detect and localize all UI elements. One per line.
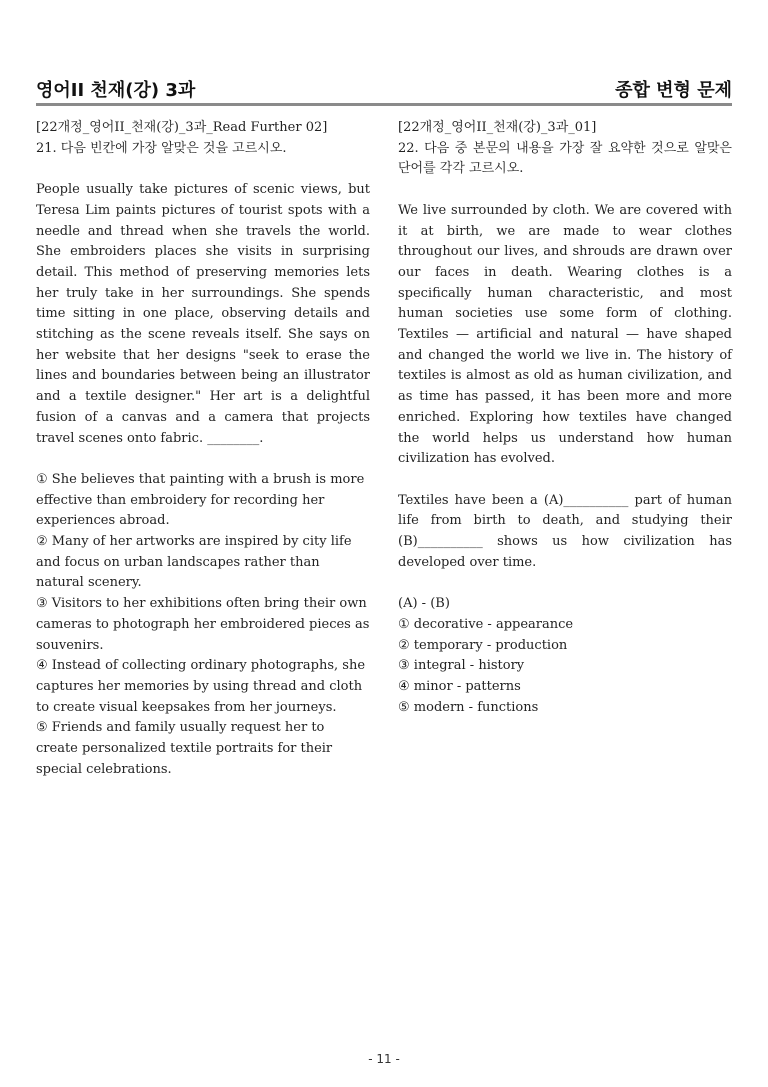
- q21-choice-5[interactable]: ⑤ Friends and family usually request her to create personalized textile portraits for their special celebrations.: [36, 720, 333, 777]
- header-divider: [36, 103, 732, 106]
- q22-summary: Textiles have been a (A)__________ part of human life from birth to death, and studying their (B)__________ shows us how civilization has developed over time.: [398, 492, 732, 570]
- q21-choice-4[interactable]: ④ Instead of collecting ordinary photographs, she captures her memories by using thread and cloth to create visual keepsakes from her journeys.: [36, 658, 366, 715]
- question-22: [398, 118, 732, 718]
- q22-prompt: 22. 다음 중 본문의 내용을 가장 잘 요약한 것으로 알맞은 단어를 각각 고르시오.: [398, 140, 732, 177]
- question-21: [36, 118, 370, 780]
- q21-choice-2[interactable]: ② Many of her artworks are inspired by city life and focus on urban landscapes rather than natural scenery.: [36, 534, 352, 591]
- q22-source: [22개정_영어II_천재(강)_3과_01]: [398, 120, 597, 135]
- q21-choice-1[interactable]: ① She believes that painting with a brush is more effective than embroidery for recording her experiences abroad.: [36, 471, 365, 529]
- page-number: - 11 -: [368, 1052, 400, 1066]
- q21-passage: People usually take pictures of scenic views, but Teresa Lim paints pictures of tourist spots with a needle and thread when she travels the world. She embroiders places she visits in surprising detail. This method of preserving memories lets her truly take in her surroundings. She spends time sitting in one place, observing details and stitching as the scene reveals itself. She says on her website that her designs "seek to erase the lines and boundaries between being an illustrator and a textile designer." Her art is a delightful fusion of a canvas and a camera that projects travel scenes onto fabric. ________.: [36, 182, 370, 446]
- q22-choice-5[interactable]: ⑤ modern - functions: [398, 699, 539, 715]
- q22-ab-header: (A) - (B): [398, 596, 450, 612]
- section-title: 종합 변형 문제: [615, 80, 732, 101]
- q22-choice-2[interactable]: ② temporary - production: [398, 637, 568, 653]
- q21-choice-3[interactable]: ③ Visitors to her exhibitions often bring their own cameras to photograph her embroidered pieces as souvenirs.: [36, 596, 370, 653]
- q21-prompt: 21. 다음 빈칸에 가장 알맞은 것을 고르시오.: [36, 140, 287, 156]
- q22-choice-4[interactable]: ④ minor - patterns: [398, 678, 521, 694]
- page-header: [36, 76, 732, 102]
- q22-choice-1[interactable]: ① decorative - appearance: [398, 616, 574, 632]
- q21-source: [22개정_영어II_천재(강)_3과_Read Further 02]: [36, 120, 328, 135]
- q22-choice-3[interactable]: ③ integral - history: [398, 658, 525, 674]
- lesson-title: 영어II 천재(강) 3과: [36, 80, 196, 101]
- q22-passage: We live surrounded by cloth. We are covered with it at birth, we are made to wear clothes throughout our lives, and shrouds are drawn over our faces in death. Wearing clothes is a specifically human characteristic, and most human societies use some form of clothing. Textiles — artificial and natural — have shaped and changed the world we live in. The history of textiles is almost as old as human civilization, and as time has passed, it has been more and more enriched. Exploring how textiles have changed the world helps us understand how human civilization has evolved.: [398, 202, 732, 467]
